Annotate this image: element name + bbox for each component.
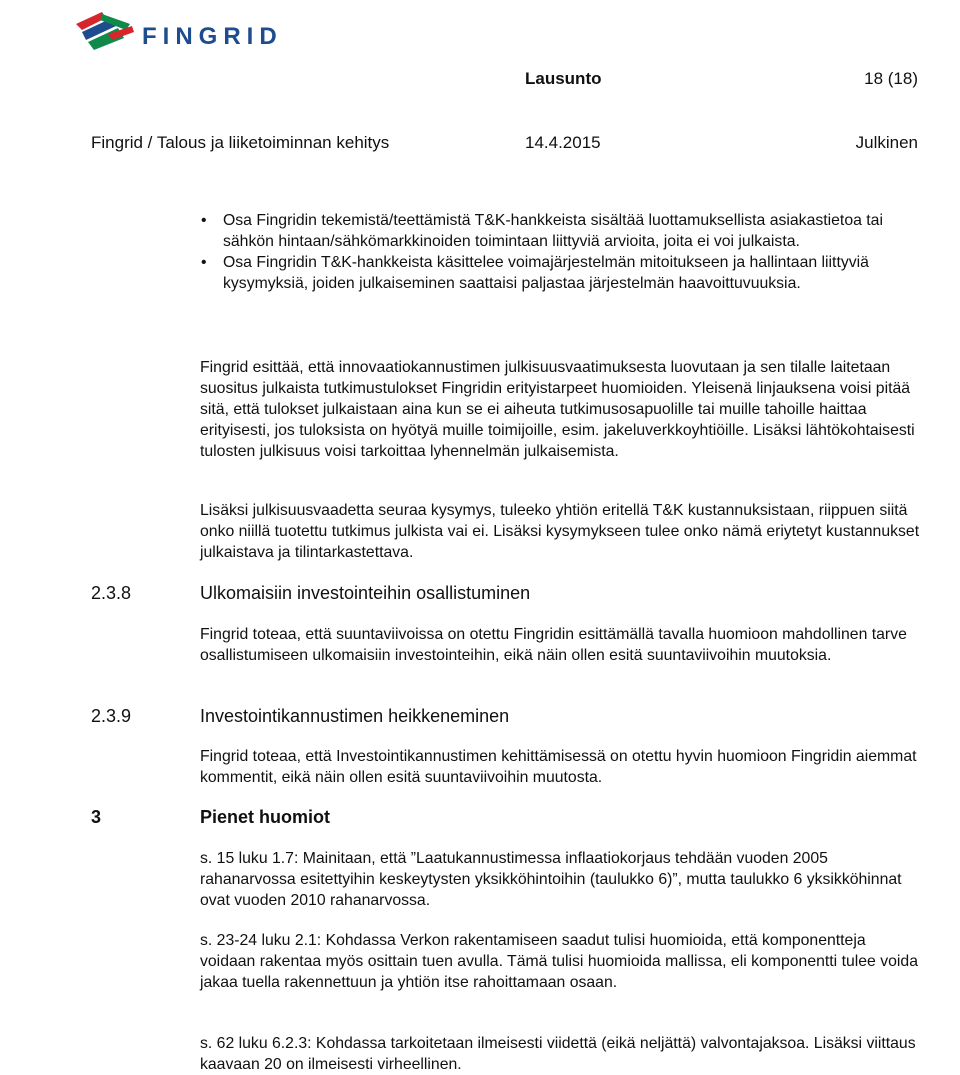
section-number: 2.3.8 <box>91 583 132 603</box>
paragraph: Lisäksi julkisuusvaadetta seuraa kysymys, tuleeko yhtiön eritellä T&K kustannuksistaan, riippuen siitä onko niillä tuotettu tutkimus julkista vai ei. Lisäksi kysymykseen tulee onko nämä eriytetyt kustannukset julkaistava ja tilintarkastettava. <box>200 502 920 561</box>
bullet-list <box>200 210 920 294</box>
logo-emblem-icon <box>72 4 312 56</box>
section-number: 3 <box>91 807 102 827</box>
note-paragraph: s. 15 luku 1.7: Mainitaan, että ”Laatukannustimessa inflaatiokorjaus tehdään vuoden 2005 rahanarvossa esitettyihin keskeytysten yksikköhintoihin (taulukko 6)”, mutta taulukko 6 yksikköhinnat ovat vuoden 2010 rahanarvossa. <box>200 850 902 909</box>
fingrid-logo <box>72 4 312 56</box>
bullet-item: • Osa Fingridin T&K-hankkeista käsittelee voimajärjestelmän mitoitukseen ja hallintaan liittyviä kysymyksiä, joiden julkaiseminen saattaisi paljastaa järjestelmän haavoittuvuuksia. <box>200 252 920 294</box>
note-paragraph: s. 23-24 luku 2.1: Kohdassa Verkon rakentamiseen saadut tulisi huomioida, että komponentteja voidaan rakentaa myös osittain tuen avulla. Tämä tulisi huomioida mallissa, eli komponentti tulee voida jakaa tuella rakennettuun ja yhtiön itse rahoittamaan osaan. <box>200 932 918 991</box>
doc-type: Lausunto <box>525 69 602 88</box>
paragraph: Fingrid toteaa, että Investointikannustimen kehittämisessä on otettu hyvin huomioon Fingridin aiemmat kommentit, eikä näin ollen esitä suuntaviivoihin muutosta. <box>200 748 917 786</box>
paragraph: Fingrid esittää, että innovaatiokannustimen julkisuusvaatimuksesta luovutaan ja sen tilalle laitetaan suositus julkaista tutkimustulokset Fingridin erityistarpeet huomioiden. Yleisenä linjauksena voisi pitää sitä, että tulokset julkaistaan aina kun se ei aiheuta tutkimusosapuolille tai muille tahoille haittaa erityisesti, jos tuloksista on hyötyä muille toimijoille, esim. jakeluverkkoyhtiöille. Lisäksi lähtökohtaisesti tulosten julkisuus voisi tarkoittaa lyhennelmän julkaisemista. <box>200 359 915 460</box>
doc-date: 14.4.2015 <box>525 133 601 152</box>
bullet-item: • Osa Fingridin tekemistä/teettämistä T&K-hankkeista sisältää luottamuksellista asiakastietoa tai sähkön hintaan/sähkömarkkinoiden toimintaan liittyviä arvioita, joita ei voi julkaista. <box>200 210 920 252</box>
logo-text: FINGRID <box>142 23 283 50</box>
note-paragraph: s. 62 luku 6.2.3: Kohdassa tarkoitetaan ilmeisesti viidettä (eikä neljättä) valvontajaksoa. Lisäksi viittaus kaavaan 20 on ilmeisesti virheellinen. <box>200 1035 916 1073</box>
section-title: Ulkomaisiin investointeihin osallistuminen <box>200 583 531 603</box>
classification: Julkinen <box>855 133 918 152</box>
section-title: Investointikannustimen heikkeneminen <box>200 706 510 726</box>
org-unit: Fingrid / Talous ja liiketoiminnan kehitys <box>91 133 390 152</box>
page-number: 18 (18) <box>864 69 918 88</box>
section-title: Pienet huomiot <box>200 807 330 827</box>
paragraph: Fingrid toteaa, että suuntaviivoissa on otettu Fingridin esittämällä tavalla huomioon mahdollinen tarve osallistumiseen ulkomaisiin investointeihin, eikä näin ollen esitä suuntaviivoihin muutoksia. <box>200 626 907 664</box>
section-number: 2.3.9 <box>91 706 132 726</box>
